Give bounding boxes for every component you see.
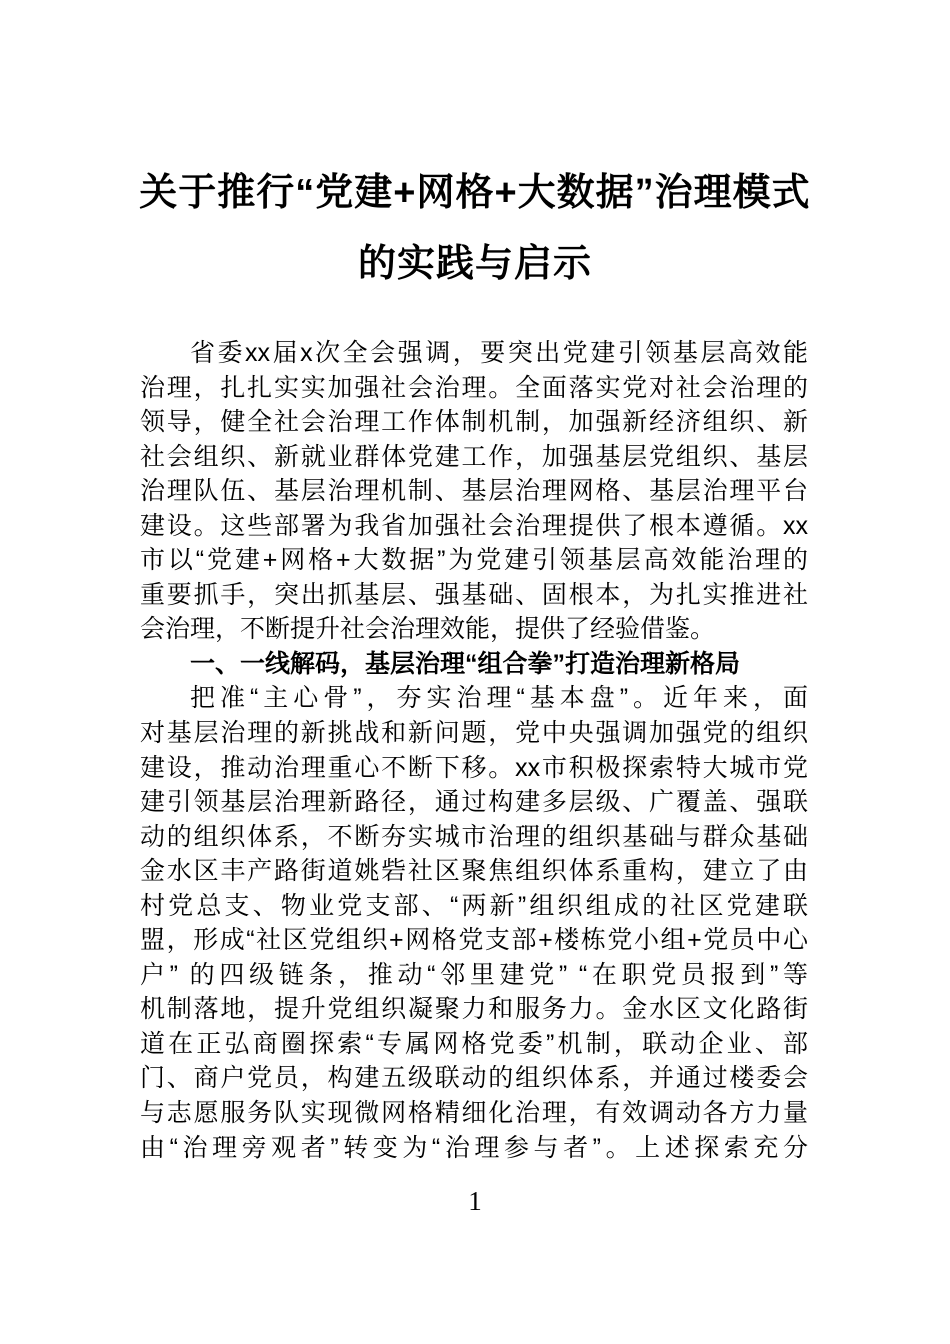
body-text-line: 门、商户党员，构建五级联动的组织体系，并通过楼委会	[140, 1064, 808, 1093]
body-text-line: 市以“党建+网格+大数据”为党建引领基层高效能治理的	[140, 546, 808, 575]
body-text-line: 户” 的四级链条，推动“邻里建党” “在职党员报到”等	[140, 960, 808, 989]
body-text-line: 社会组织、新就业群体党建工作，加强基层党组织、基层	[140, 442, 808, 471]
body-text-line: 治理，扎扎实实加强社会治理。全面落实党对社会治理的	[140, 373, 808, 402]
section-heading-line: 一、一线解码，基层治理“组合拳”打造治理新格局	[190, 649, 741, 678]
body-text-line: 道在正弘商圈探索“专属网格党委”机制，联动企业、部	[140, 1029, 808, 1058]
body-text-line: 会治理，不断提升社会治理效能，提供了经验借鉴。	[140, 615, 716, 644]
document-title-line-1: 关于推行“党建+网格+大数据”治理模式	[139, 172, 811, 214]
body-text-line: 省委xx届x次全会强调，要突出党建引领基层高效能	[190, 339, 808, 367]
body-text-line: 与志愿服务队实现微网格精细化治理，有效调动各方力量	[140, 1099, 808, 1128]
body-text-line: 机制落地，提升党组织凝聚力和服务力。金水区文化路街	[140, 995, 808, 1024]
body-text-line: 动的组织体系，不断夯实城市治理的组织基础与群众基础	[140, 822, 808, 851]
body-text-line: 由“治理旁观者”转变为“治理参与者”。上述探索充分	[140, 1133, 808, 1162]
body-text-line: 金水区丰产路街道姚砦社区聚焦组织体系重构，建立了由	[140, 857, 808, 886]
body-text-line: 村党总支、物业党支部、“两新”组织组成的社区党建联	[140, 891, 808, 920]
document-body	[140, 336, 808, 1165]
body-text-line: 盟，形成“社区党组织+网格党支部+楼栋党小组+党员中心	[140, 926, 808, 955]
body-text-line: 建设，推动治理重心不断下移。xx市积极探索特大城市党	[140, 753, 808, 782]
body-text-line: 建引领基层治理新路径，通过构建多层级、广覆盖、强联	[140, 788, 808, 817]
body-text-line: 建设。这些部署为我省加强社会治理提供了根本遵循。xx	[140, 511, 808, 540]
body-text-line: 把准“主心骨”，夯实治理“基本盘”。近年来，面	[190, 684, 808, 713]
document-title-line-2: 的实践与启示	[357, 243, 592, 285]
document-title	[0, 158, 950, 300]
page-number: 1	[468, 1186, 482, 1216]
body-text-line: 领导，健全社会治理工作体制机制，加强新经济组织、新	[140, 408, 808, 437]
body-text-line: 对基层治理的新挑战和新问题，党中央强调加强党的组织	[140, 719, 808, 748]
body-text-line: 重要抓手，突出抓基层、强基础、固根本，为扎实推进社	[140, 580, 808, 609]
body-text-line: 治理队伍、基层治理机制、基层治理网格、基层治理平台	[140, 477, 808, 506]
